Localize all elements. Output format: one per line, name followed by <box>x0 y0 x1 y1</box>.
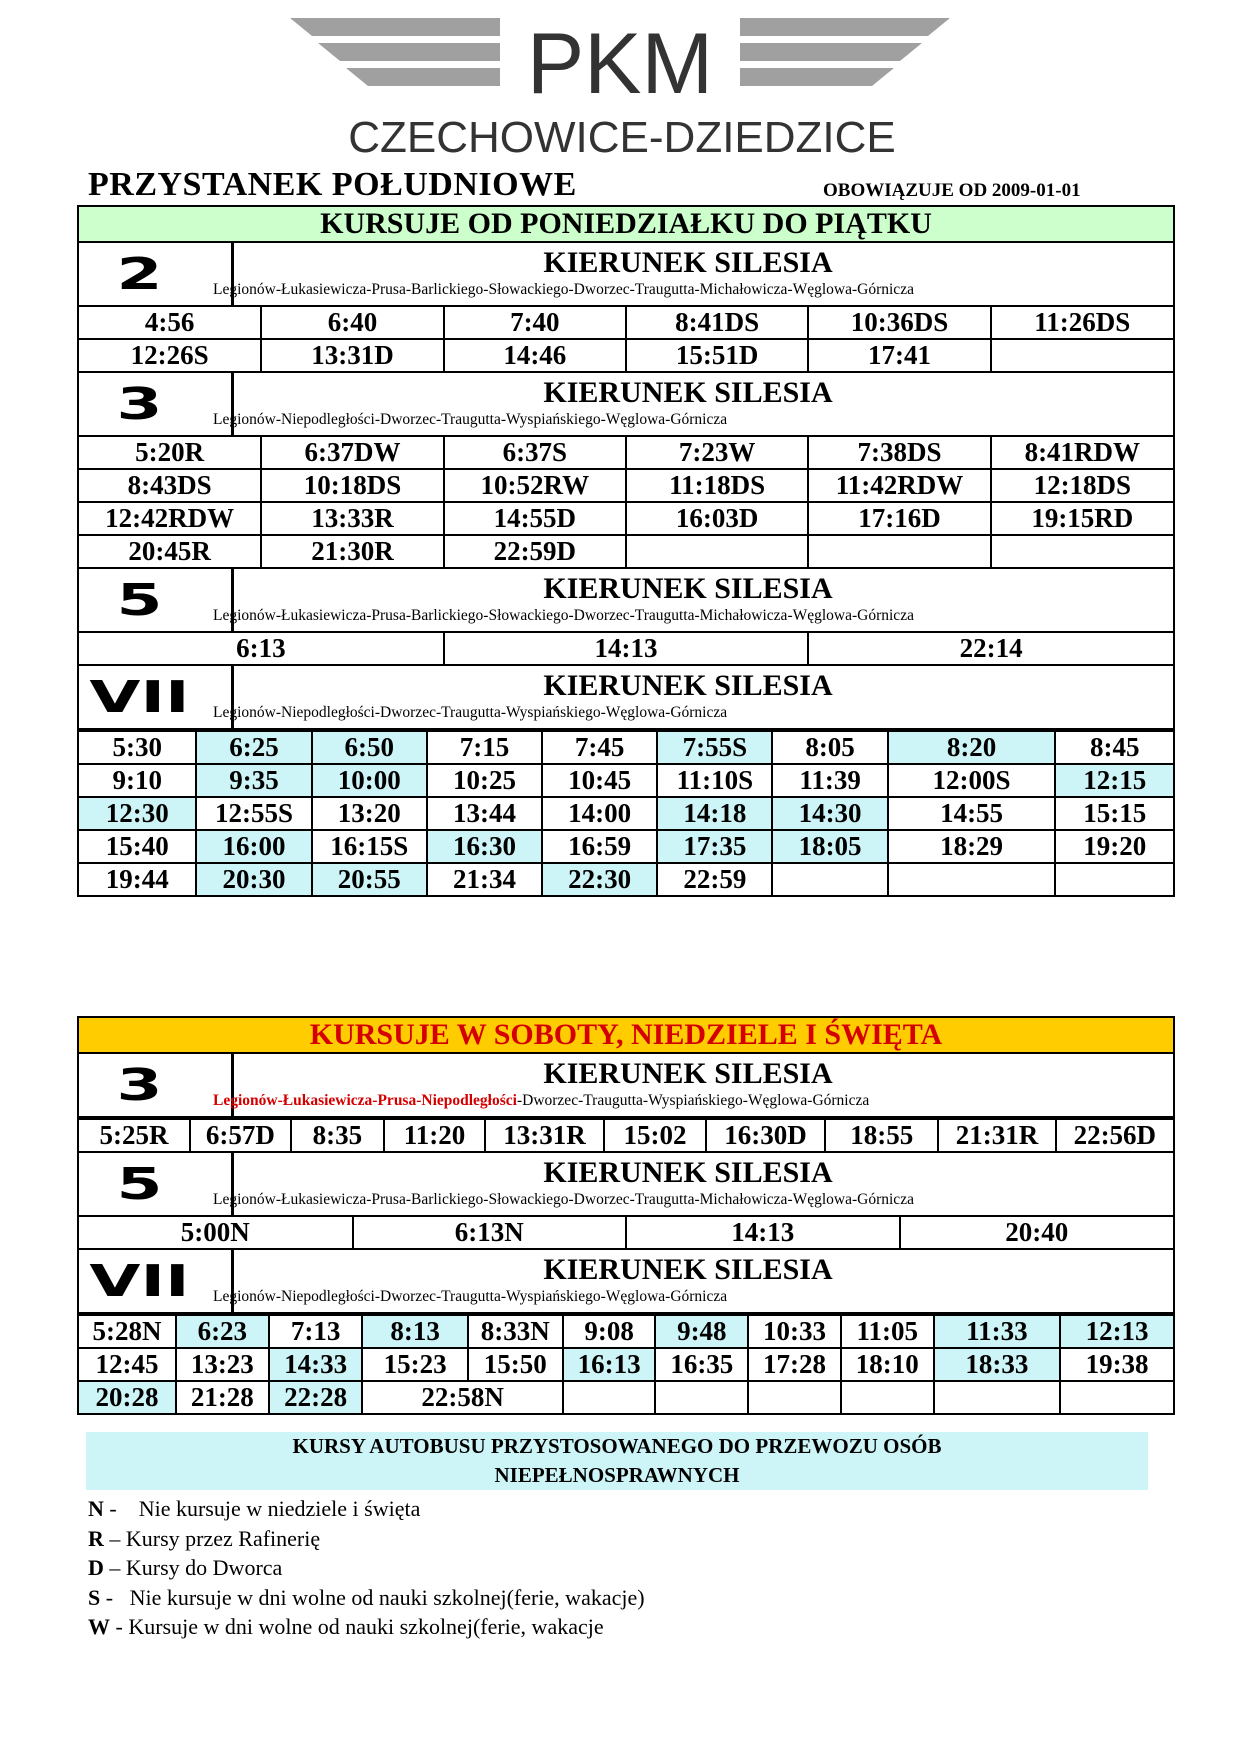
departure-time: 7:38DS <box>808 437 990 469</box>
departure-time: 20:40 <box>900 1217 1174 1248</box>
line-block-2 <box>77 243 1175 373</box>
departure-time: 22:58N <box>362 1381 562 1413</box>
departure-time: 12:00S <box>888 764 1056 797</box>
departure-time: 15:02 <box>604 1119 706 1151</box>
line-header <box>79 1054 1173 1118</box>
time-row <box>79 1381 1173 1413</box>
pkm-logo-graphic <box>290 18 950 156</box>
departure-time: 7:13 <box>269 1315 363 1348</box>
departure-time: 15:51D <box>626 339 808 371</box>
legend-text: Nie kursuje w niedziele i święta <box>138 1496 421 1521</box>
departure-time: 8:05 <box>772 731 887 764</box>
departure-time <box>626 535 808 567</box>
line-info <box>203 243 1173 305</box>
line-route <box>203 281 1173 299</box>
departure-time: 14:00 <box>542 797 657 830</box>
departure-time: 6:50 <box>312 731 427 764</box>
line-route-text: -Dworzec-Traugutta-Wyspiańskiego-Węglowa-Górnicza <box>516 1092 870 1109</box>
departure-time: 14:55D <box>444 502 626 535</box>
time-row <box>79 1315 1173 1348</box>
departure-time: 14:13 <box>626 1217 900 1248</box>
departure-time: 8:35 <box>291 1119 384 1151</box>
departure-time: 19:44 <box>79 863 196 895</box>
time-row <box>79 1217 1173 1248</box>
line-route <box>203 704 1173 722</box>
departure-time: 21:34 <box>427 863 542 895</box>
departure-time: 6:13N <box>353 1217 627 1248</box>
departure-time <box>655 1381 748 1413</box>
line-direction: KIERUNEK SILESIA <box>543 246 833 279</box>
departure-time: 14:46 <box>444 339 626 371</box>
time-row <box>79 830 1173 863</box>
departure-time: 7:55S <box>657 731 772 764</box>
departure-times-table <box>79 307 1173 371</box>
departure-time: 18:05 <box>772 830 887 863</box>
line-route-text: Legionów-Niepodległości-Dworzec-Traugutta-Wyspiańskiego-Węglowa-Górnicza <box>213 1288 728 1305</box>
legend-separator: - <box>100 1584 130 1610</box>
departure-time: 13:31D <box>261 339 443 371</box>
legend-text: Kursy do Dworca <box>125 1555 283 1580</box>
departure-time: 18:33 <box>934 1348 1060 1381</box>
departure-time: 8:33N <box>468 1315 563 1348</box>
departure-time: 15:23 <box>362 1348 467 1381</box>
departure-time: 11:18DS <box>626 469 808 502</box>
stop-title: PRZYSTANEK POŁUDNIOWE <box>88 166 577 203</box>
line-direction: KIERUNEK SILESIA <box>543 1253 833 1286</box>
departure-times-table <box>79 1217 1173 1248</box>
departure-time <box>1060 1381 1173 1413</box>
departure-time <box>888 863 1056 895</box>
legend-code: S <box>88 1584 101 1610</box>
line-route-highlight: Legionów-Łukasiewicza-Prusa-Niepodległości <box>213 1092 517 1109</box>
departure-time: 9:35 <box>196 764 311 797</box>
time-row <box>79 863 1173 895</box>
line-info <box>203 373 1173 435</box>
departure-time: 8:13 <box>362 1315 467 1348</box>
time-row <box>79 731 1173 764</box>
departure-time: 6:13 <box>79 633 444 664</box>
departure-time: 11:20 <box>384 1119 485 1151</box>
line-number-text: 2 <box>116 248 163 300</box>
departure-time: 10:00 <box>312 764 427 797</box>
legend-item <box>88 1553 645 1583</box>
time-row <box>79 1119 1173 1151</box>
departure-time: 16:13 <box>563 1348 656 1381</box>
departure-time: 16:59 <box>542 830 657 863</box>
line-block-vii <box>77 1250 1175 1415</box>
line-header <box>79 1250 1173 1314</box>
departure-time: 19:38 <box>1060 1348 1173 1381</box>
legend-text: Nie kursuje w dni wolne od nauki szkolnej(ferie, wakacje) <box>129 1584 645 1610</box>
departure-time: 9:48 <box>655 1315 748 1348</box>
departure-time <box>841 1381 934 1413</box>
departure-time: 12:30 <box>79 797 196 830</box>
departure-time: 18:55 <box>825 1119 938 1151</box>
line-route <box>203 1092 1173 1110</box>
departure-time: 8:41DS <box>626 307 808 339</box>
departure-time: 18:29 <box>888 830 1056 863</box>
departure-time: 6:40 <box>261 307 443 339</box>
line-block-3 <box>77 373 1175 569</box>
legend-item <box>88 1494 645 1524</box>
departure-time: 15:15 <box>1055 797 1173 830</box>
departure-time: 10:18DS <box>261 469 443 502</box>
line-info <box>203 1153 1173 1215</box>
line-direction: KIERUNEK SILESIA <box>543 669 833 702</box>
legend-separator: – <box>103 1555 126 1580</box>
legend-code: R <box>88 1525 104 1551</box>
line-route <box>203 1191 1173 1209</box>
logo-text: PKM <box>526 18 714 112</box>
line-route-text: Legionów-Niepodległości-Dworzec-Traugutta-Wyspiańskiego-Węglowa-Górnicza <box>213 704 728 721</box>
accessible-notice-line2: NIEPEŁNOSPRAWNYCH <box>494 1463 740 1487</box>
departure-time: 11:42RDW <box>808 469 990 502</box>
departure-time: 16:30D <box>706 1119 825 1151</box>
departure-time: 12:15 <box>1055 764 1173 797</box>
weekend-section-title: KURSUJE W SOBOTY, NIEDZIELE I ŚWIĘTA <box>77 1016 1175 1054</box>
departure-time <box>991 535 1173 567</box>
departure-time: 7:45 <box>542 731 657 764</box>
departure-time: 13:31R <box>485 1119 604 1151</box>
departure-times-table <box>79 437 1173 567</box>
line-route <box>203 607 1173 625</box>
legend-code: N <box>88 1496 104 1521</box>
weekend-lines <box>77 1054 1175 1415</box>
line-number-text: 3 <box>116 378 163 430</box>
line-info <box>203 666 1173 728</box>
departure-time: 6:25 <box>196 731 311 764</box>
time-row <box>79 764 1173 797</box>
departure-time: 12:13 <box>1060 1315 1173 1348</box>
line-header <box>79 1153 1173 1217</box>
departure-time: 14:18 <box>657 797 772 830</box>
legend-item <box>88 1524 645 1554</box>
departure-time: 17:35 <box>657 830 772 863</box>
departure-time: 13:33R <box>261 502 443 535</box>
legend-text: Kursuje w dni wolne od nauki szkolnej(ferie, wakacje <box>128 1614 604 1639</box>
departure-time: 7:15 <box>427 731 542 764</box>
departure-times-table <box>79 633 1173 664</box>
departure-time: 21:30R <box>261 535 443 567</box>
line-route-text: Legionów-Łukasiewicza-Prusa-Barlickiego-Słowackiego-Dworzec-Traugutta-Michałowicza-Węglowa-Górnicza <box>213 281 914 298</box>
departure-time <box>991 339 1173 371</box>
departure-time: 8:41RDW <box>991 437 1173 469</box>
accessible-notice <box>86 1432 1148 1490</box>
departure-time: 20:45R <box>79 535 261 567</box>
line-info <box>203 569 1173 631</box>
departure-time: 17:28 <box>748 1348 841 1381</box>
departure-time: 20:30 <box>196 863 311 895</box>
departure-time: 10:33 <box>748 1315 841 1348</box>
departure-time: 5:30 <box>79 731 196 764</box>
weekday-section <box>77 205 1175 897</box>
departure-time: 16:30 <box>427 830 542 863</box>
departure-time: 10:52RW <box>444 469 626 502</box>
legend-code: D <box>88 1555 104 1580</box>
departure-time: 5:20R <box>79 437 261 469</box>
line-block-3 <box>77 1054 1175 1153</box>
pkm-logo <box>290 18 950 156</box>
departure-time: 8:43DS <box>79 469 261 502</box>
time-row <box>79 633 1173 664</box>
weekend-section <box>77 1016 1175 1415</box>
logo-subtitle: CZECHOWICE-DZIEDZICE <box>348 113 896 156</box>
departure-time: 12:18DS <box>991 469 1173 502</box>
departure-time: 15:40 <box>79 830 196 863</box>
departure-time: 10:36DS <box>808 307 990 339</box>
departure-time: 22:14 <box>808 633 1173 664</box>
departure-time: 11:26DS <box>991 307 1173 339</box>
departure-time: 17:16D <box>808 502 990 535</box>
line-number-text: VII <box>89 671 190 723</box>
legend-item <box>88 1583 645 1613</box>
departure-time: 6:37DW <box>261 437 443 469</box>
departure-times-table <box>79 730 1173 895</box>
departure-time: 12:26S <box>79 339 261 371</box>
departure-time: 11:39 <box>772 764 887 797</box>
legend-code: W <box>88 1614 110 1639</box>
line-header <box>79 569 1173 633</box>
departure-time: 19:15RD <box>991 502 1173 535</box>
accessible-notice-line1: KURSY AUTOBUSU PRZYSTOSOWANEGO DO PRZEWOZU OSÓB <box>292 1434 942 1458</box>
time-row <box>79 797 1173 830</box>
line-header <box>79 243 1173 307</box>
legend-separator: - <box>103 1496 139 1521</box>
departure-time: 5:28N <box>79 1315 176 1348</box>
departure-time: 14:55 <box>888 797 1056 830</box>
departure-time <box>563 1381 656 1413</box>
departure-time: 16:15S <box>312 830 427 863</box>
departure-time: 12:42RDW <box>79 502 261 535</box>
departure-time: 12:55S <box>196 797 311 830</box>
time-row <box>79 1348 1173 1381</box>
time-row <box>79 535 1173 567</box>
departure-time: 13:44 <box>427 797 542 830</box>
departure-time: 12:45 <box>79 1348 176 1381</box>
line-number-text: VII <box>89 1255 190 1307</box>
departure-time: 11:33 <box>934 1315 1060 1348</box>
legend <box>88 1494 645 1642</box>
line-number-text: 5 <box>116 1158 163 1210</box>
line-number-text: 3 <box>116 1059 163 1111</box>
legend-separator: – <box>103 1525 126 1551</box>
line-info <box>203 1054 1173 1116</box>
departure-time: 17:41 <box>808 339 990 371</box>
valid-from: OBOWIĄZUJE OD 2009-01-01 <box>823 180 1081 201</box>
departure-time: 20:28 <box>79 1381 176 1413</box>
departure-time <box>808 535 990 567</box>
departure-time: 14:30 <box>772 797 887 830</box>
departure-time: 4:56 <box>79 307 261 339</box>
departure-time: 21:31R <box>938 1119 1055 1151</box>
line-direction: KIERUNEK SILESIA <box>543 1057 833 1090</box>
time-row <box>79 502 1173 535</box>
legend-separator: - <box>110 1614 129 1639</box>
line-direction: KIERUNEK SILESIA <box>543 1156 833 1189</box>
departure-times-table <box>79 1118 1173 1151</box>
line-direction: KIERUNEK SILESIA <box>543 572 833 605</box>
line-route-text: Legionów-Łukasiewicza-Prusa-Barlickiego-Słowackiego-Dworzec-Traugutta-Michałowicza-Węglowa-Górnicza <box>213 1191 914 1208</box>
departure-time: 10:25 <box>427 764 542 797</box>
legend-text: Kursy przez Rafinerię <box>125 1525 321 1551</box>
departure-time <box>934 1381 1060 1413</box>
line-route-text: Legionów-Łukasiewicza-Prusa-Barlickiego-Słowackiego-Dworzec-Traugutta-Michałowicza-Węglowa-Górnicza <box>213 607 914 624</box>
departure-time: 7:23W <box>626 437 808 469</box>
departure-time: 8:45 <box>1055 731 1173 764</box>
departure-time: 15:50 <box>468 1348 563 1381</box>
line-route-text: Legionów-Niepodległości-Dworzec-Traugutta-Wyspiańskiego-Węglowa-Górnicza <box>213 411 728 428</box>
departure-time: 14:13 <box>444 633 809 664</box>
line-block-vii <box>77 666 1175 897</box>
departure-time: 6:23 <box>176 1315 269 1348</box>
time-row <box>79 307 1173 339</box>
departure-time: 21:28 <box>176 1381 269 1413</box>
departure-time: 5:25R <box>79 1119 190 1151</box>
departure-time <box>748 1381 841 1413</box>
departure-time: 9:08 <box>563 1315 656 1348</box>
departure-time: 16:35 <box>655 1348 748 1381</box>
line-info <box>203 1250 1173 1312</box>
departure-times-table <box>79 1314 1173 1413</box>
line-number-text: 5 <box>116 574 163 626</box>
departure-time: 22:59D <box>444 535 626 567</box>
departure-time: 19:20 <box>1055 830 1173 863</box>
weekday-lines <box>77 243 1175 897</box>
time-row <box>79 437 1173 469</box>
departure-time: 14:33 <box>269 1348 363 1381</box>
departure-time: 6:57D <box>190 1119 291 1151</box>
departure-time: 22:56D <box>1056 1119 1173 1151</box>
line-block-5 <box>77 1153 1175 1250</box>
departure-time: 6:37S <box>444 437 626 469</box>
weekday-section-title: KURSUJE OD PONIEDZIAŁKU DO PIĄTKU <box>77 205 1175 243</box>
line-header <box>79 373 1173 437</box>
departure-time: 13:23 <box>176 1348 269 1381</box>
departure-time: 7:40 <box>444 307 626 339</box>
legend-item <box>88 1612 645 1642</box>
departure-time: 11:05 <box>841 1315 934 1348</box>
departure-time: 18:10 <box>841 1348 934 1381</box>
departure-time: 9:10 <box>79 764 196 797</box>
time-row <box>79 339 1173 371</box>
line-header <box>79 666 1173 730</box>
departure-time: 8:20 <box>888 731 1056 764</box>
departure-time <box>772 863 887 895</box>
departure-time: 16:00 <box>196 830 311 863</box>
departure-time: 22:59 <box>657 863 772 895</box>
line-block-5 <box>77 569 1175 666</box>
departure-time: 13:20 <box>312 797 427 830</box>
line-direction: KIERUNEK SILESIA <box>543 376 833 409</box>
departure-time: 22:28 <box>269 1381 363 1413</box>
departure-time: 10:45 <box>542 764 657 797</box>
line-route <box>203 1288 1173 1306</box>
line-route <box>203 411 1173 429</box>
departure-time: 11:10S <box>657 764 772 797</box>
departure-time: 16:03D <box>626 502 808 535</box>
departure-time <box>1055 863 1173 895</box>
departure-time: 20:55 <box>312 863 427 895</box>
departure-time: 22:30 <box>542 863 657 895</box>
time-row <box>79 469 1173 502</box>
departure-time: 5:00N <box>79 1217 353 1248</box>
